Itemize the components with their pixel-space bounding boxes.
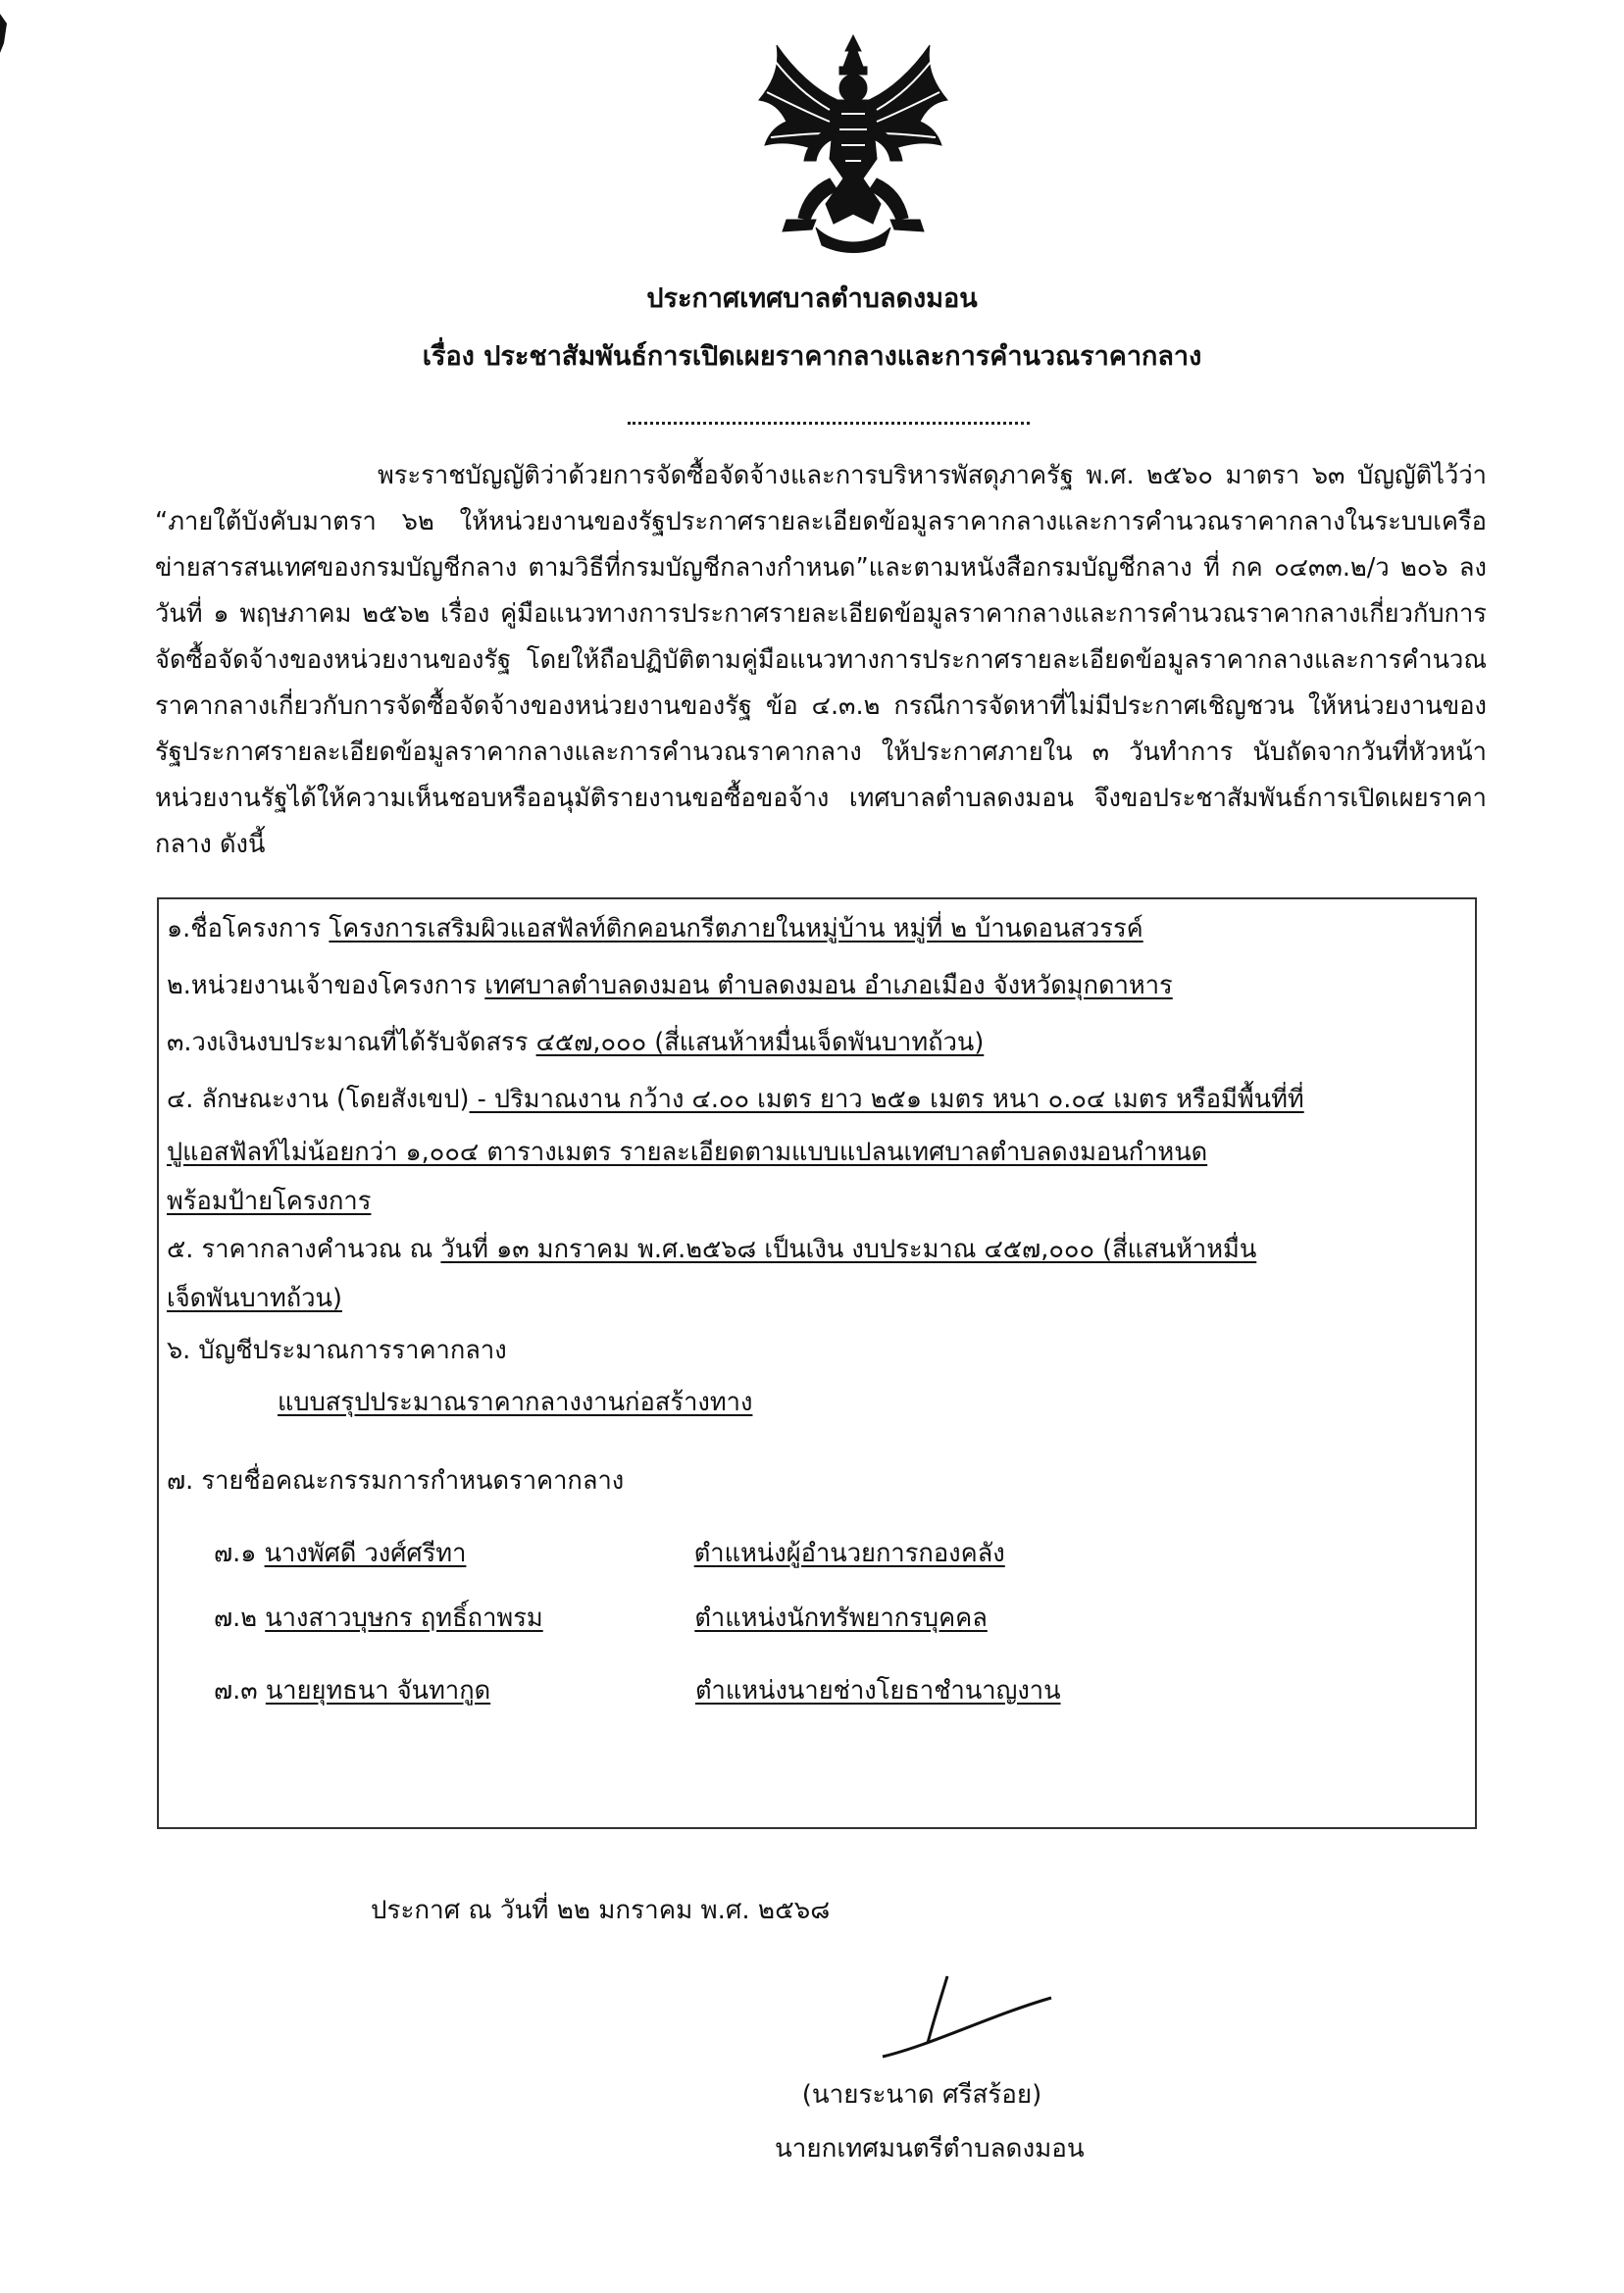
dotted-separator: [628, 422, 1030, 425]
work-description-line2-row: [167, 1131, 1207, 1174]
committee-member-position: ตำแหน่งนายช่างโยธาชำนาญงาน: [694, 1676, 1061, 1706]
budget-value: ๔๕๗,๐๐๐ (สี่แสนห้าหมื่นเจ็ดพันบาทถ้วน): [535, 1028, 985, 1057]
reference-price-label: ๕. ราคากลางคำนวณ ณ: [167, 1235, 433, 1264]
committee-member-position: ตำแหน่งนักทรัพยากรบุคคล: [694, 1604, 988, 1633]
committee-member-number: ๗.๑: [214, 1539, 257, 1568]
reference-price-line2: เจ็ดพันบาทถ้วน): [167, 1284, 342, 1313]
signer-title: นายกเทศมนตรีตำบลดงมอน: [775, 2134, 1085, 2164]
estimate-list-value-row: [278, 1381, 752, 1424]
work-description-label: ๔. ลักษณะงาน (โดยสังเขป): [167, 1085, 470, 1114]
estimate-list-row: [167, 1329, 507, 1372]
preamble-text: [155, 453, 1487, 868]
committee-member-position: ตำแหน่งผู้อำนวยการกองคลัง: [693, 1539, 1005, 1568]
budget-row: [167, 1021, 984, 1064]
reference-price-line2-row: [167, 1277, 342, 1320]
work-description-line3: พร้อมป้ายโครงการ: [167, 1187, 372, 1216]
work-description-line2: ปูแอสฟัลท์ไม่น้อยกว่า ๑,๐๐๔ ตารางเมตร รายละเอียดตามแบบแปลนเทศบาลตำบลดงมอนกำหนด: [167, 1138, 1208, 1167]
committee-member-row: [214, 1532, 1005, 1575]
signer-name: (นายระนาด ศรีสร้อย): [801, 2080, 1042, 2110]
project-name-value: โครงการเสริมผิวแอสฟัลท์ติกคอนกรีตภายในหมู่บ้าน หมู่ที่ ๒ บ้านดอนสวรรค์: [329, 914, 1143, 943]
work-description-row: [167, 1078, 1304, 1121]
estimate-list-value: แบบสรุปประมาณราคากลางงานก่อสร้างทาง: [278, 1388, 753, 1417]
committee-member-number: ๗.๒: [214, 1604, 258, 1633]
committee-heading: ๗. รายชื่อคณะกรรมการกำหนดราคากลาง: [167, 1466, 625, 1496]
budget-label: ๓.วงเงินงบประมาณที่ได้รับจัดสรร: [167, 1028, 529, 1057]
committee-member-name: นางพัศดี วงศ์ศรีทา: [264, 1539, 467, 1568]
announcement-subject: เรื่อง ประชาสัมพันธ์การเปิดเผยราคากลางและการคำนวณราคากลาง: [422, 341, 1202, 372]
scan-edge-mark: [0, 14, 10, 53]
committee-member-row: [214, 1669, 1061, 1712]
owner-agency-row: [167, 964, 1173, 1007]
project-name-label: ๑.ชื่อโครงการ: [167, 914, 322, 943]
work-description-line1: - ปริมาณงาน กว้าง ๔.๐๐ เมตร ยาว ๒๕๑ เมตร หนา ๐.๐๔ เมตร หรือมีพื้นที่ที่: [469, 1085, 1304, 1114]
signature-mark: [873, 1966, 1059, 2064]
owner-agency-value: เทศบาลตำบลดงมอน ตำบลดงมอน อำเภอเมือง จังหวัดมุกดาหาร: [484, 971, 1173, 1000]
garuda-emblem-icon: [747, 31, 959, 255]
work-description-line3-row: [167, 1180, 371, 1223]
committee-member-number: ๗.๓: [214, 1676, 258, 1706]
project-name-row: [167, 907, 1143, 950]
reference-price-row: [167, 1228, 1256, 1271]
committee-heading-row: [167, 1459, 624, 1503]
committee-member-row: [214, 1597, 988, 1640]
estimate-list-label: ๖. บัญชีประมาณการราคากลาง: [167, 1336, 507, 1365]
reference-price-line1: วันที่ ๑๓ มกราคม พ.ศ.๒๕๖๘ เป็นเงิน งบประมาณ ๔๕๗,๐๐๐ (สี่แสนห้าหมื่น: [440, 1235, 1257, 1264]
preamble-paragraph: พระราชบัญญัติว่าด้วยการจัดซื้อจัดจ้างและการบริหารพัสดุภาครัฐ พ.ศ. ๒๕๖๐ มาตรา ๖๓ บัญญัติไว้ว่า “ภายใต้บังคับมาตรา ๖๒ ให้หน่วยงานของรัฐประกาศรายละเอียดข้อมูลราคากลางและการคำนวณราคากลางในระบบเครือข่ายสารสนเทศของกรมบัญชีกลาง ตามวิธีที่กรมบัญชีกลางกำหนด”และตามหนังสือกรมบัญชีกลาง ที่ กค ๐๔๓๓.๒/ว ๒๐๖ ลงวันที่ ๑ พฤษภาคม ๒๕๖๒ เรื่อง คู่มือแนวทางการประกาศรายละเอียดข้อมูลราคากลางและการคำนวณราคากลางเกี่ยวกับการจัดซื้อจัดจ้างของหน่วยงานของรัฐ โดยให้ถือปฏิบัติตามคู่มือแนวทางการประกาศรายละเอียดข้อมูลราคากลางและการคำนวณราคากลางเกี่ยวกับการจัดซื้อจัดจ้างของหน่วยงานของรัฐ ข้อ ๔.๓.๒ กรณีการจัดหาที่ไม่มีประกาศเชิญชวน ให้หน่วยงานของรัฐประกาศรายละเอียดข้อมูลราคากลางและการคำนวณราคากลาง ให้ประกาศภายใน ๓ วันทำการ นับถัดจากวันที่หัวหน้าหน่วยงานรัฐได้ให้ความเห็นชอบหรืออนุมัติรายงานขอซื้อขอจ้าง เทศบาลตำบลดงมอน จึงขอประชาสัมพันธ์การเปิดเผยราคากลาง ดังนี้: [155, 461, 1487, 859]
owner-agency-label: ๒.หน่วยงานเจ้าของโครงการ: [167, 971, 478, 1000]
committee-member-name: นายยุทธนา จันทากูด: [265, 1676, 491, 1706]
announcement-heading: ประกาศเทศบาลตำบลดงมอน: [646, 283, 978, 314]
committee-member-name: นางสาวบุษกร ฤทธิ์ถาพรม: [265, 1604, 543, 1633]
announcement-date: ประกาศ ณ วันที่ ๒๒ มกราคม พ.ศ. ๒๕๖๘: [371, 1896, 831, 1925]
